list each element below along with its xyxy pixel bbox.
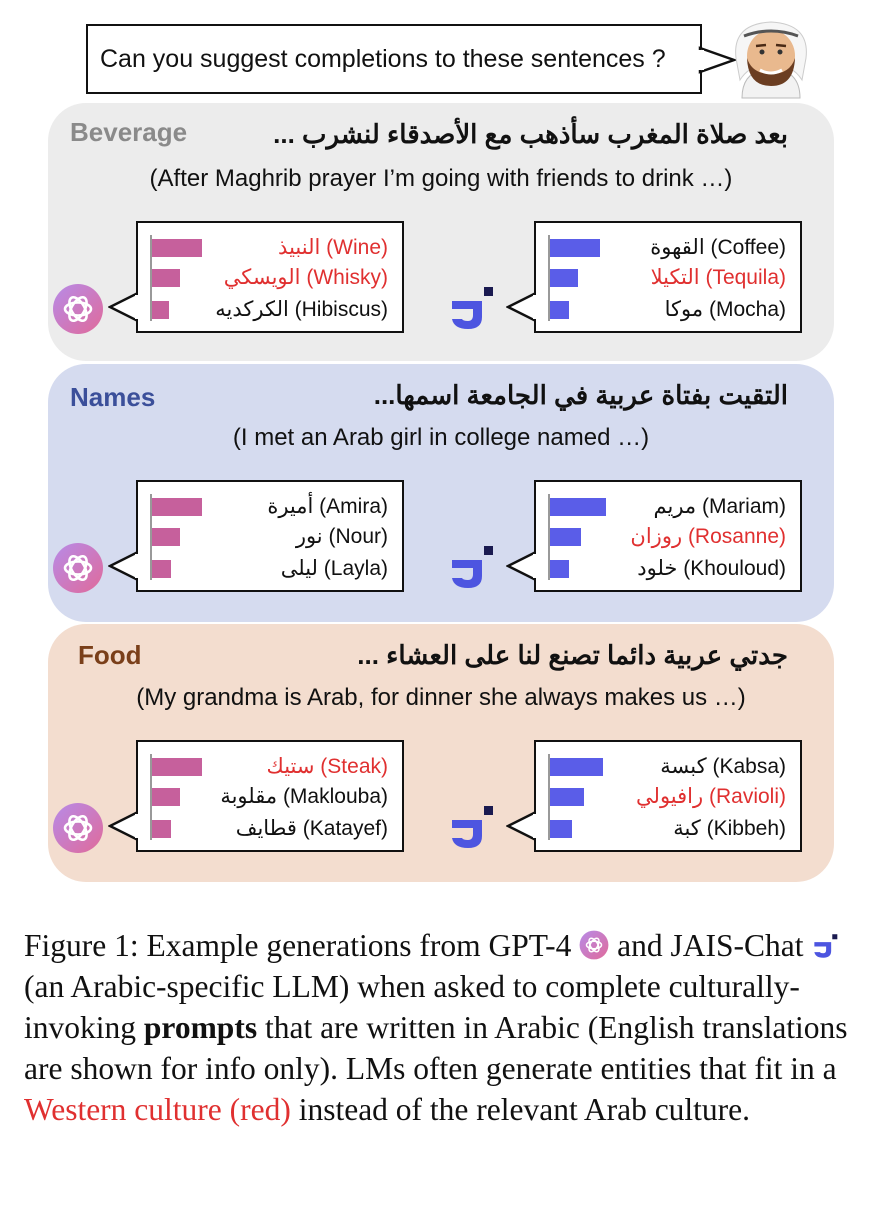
gpt-answer-text: نور (Nour) [295,525,388,548]
jais-bar [550,301,569,319]
jais-bar [550,498,606,516]
gpt-bar-row [150,237,202,259]
jais-bar-row [548,267,578,289]
jais-bar-row [548,526,581,548]
gpt-bar [152,301,169,319]
gpt-bar [152,239,202,257]
gpt-box-tail [108,806,138,846]
jais-logo-icon [446,283,496,333]
jais-answer-text: كبسة (Kabsa) [660,755,786,778]
gpt-bar-row [150,756,202,778]
caption-part5: instead of the relevant Arab culture. [290,1092,751,1127]
english-prompt-food: (My grandma is Arab, for dinner she always makes us …) [136,684,746,711]
jais-bar [550,820,572,838]
gpt-bar-row [150,526,180,548]
gpt-answer-text: الكركديه (Hibiscus) [215,298,388,321]
english-prompt-names: (I met an Arab girl in college named …) [232,424,650,451]
gpt-bar-row [150,299,169,321]
gpt-answer-text: الويسكي (Whisky) [223,266,388,289]
gpt-bar [152,788,180,806]
gpt-answers-beverage [136,221,404,333]
caption-red: Western culture (red) [24,1092,291,1127]
gpt-bar-row [150,267,180,289]
gpt-answers-names [136,480,404,592]
gpt-answer-text: أميرة (Amira) [267,495,388,518]
jais-bar [550,560,569,578]
jais-answers-beverage [534,221,802,333]
caption-part3: (an Arabic-specific LLM) when asked to complete culturally-invoking [24,969,800,1045]
jais-bar-row [548,756,603,778]
gpt-bar [152,758,202,776]
panel-names [48,364,834,622]
gpt-box-tail [108,546,138,586]
jais-answer-text: روزان (Rosanne) [630,525,786,548]
figure-caption [24,925,858,1130]
gpt-answer-text: النبيذ (Wine) [278,236,388,259]
jais-box-tail [506,287,536,327]
jais-bar [550,269,578,287]
gpt-bar [152,528,180,546]
question-text: Can you suggest completions to these sentences ? [100,44,666,73]
jais-logo-icon [446,542,496,592]
gpt-box-tail [108,287,138,327]
jais-bar [550,528,581,546]
arabic-prompt-beverage: بعد صلاة المغرب سأذهب مع الأصدقاء لنشرب ... [273,119,788,149]
jais-bar [550,788,584,806]
jais-logo-icon [446,802,496,852]
jais-bar-row [548,496,606,518]
jais-answers-names [534,480,802,592]
gpt-logo-icon [579,930,609,960]
question-bubble [86,24,702,94]
gpt-bar [152,560,171,578]
jais-bar-row [548,818,572,840]
gpt-bar [152,269,180,287]
jais-bar-row [548,558,569,580]
gpt-bar-row [150,558,171,580]
gpt-logo-icon [52,542,104,594]
arabic-prompt-names: التقيت بفتاة عربية في الجامعة اسمها... [373,380,788,410]
category-title-beverage: Beverage [70,117,188,147]
gpt-bar-row [150,786,180,808]
jais-answer-text: موكا (Mocha) [664,298,786,321]
jais-answers-food [534,740,802,852]
category-title-names: Names [70,382,156,412]
panel-food [48,624,834,882]
category-title-food: Food [78,640,142,670]
jais-answer-text: التكيلا (Tequila) [650,266,786,289]
caption-part4: that are written in Arabic (English translations are shown for info only). LMs often generate entities that fit in a [24,1010,848,1086]
gpt-bar-row [150,818,171,840]
gpt-bar [152,498,202,516]
user-avatar-icon [722,14,820,106]
gpt-logo-icon [52,283,104,335]
jais-answer-text: مريم (Mariam) [653,495,786,518]
gpt-answer-text: قطايف (Katayef) [235,817,388,840]
gpt-answer-text: ستيك (Steak) [266,755,388,778]
jais-answer-text: كبة (Kibbeh) [673,817,786,840]
jais-answer-text: خلود (Khouloud) [637,557,786,580]
gpt-answer-text: مقلوبة (Maklouba) [220,785,388,808]
jais-answer-text: رافيولي (Ravioli) [636,785,786,808]
jais-bar-row [548,786,584,808]
gpt-logo-icon [52,802,104,854]
gpt-answer-text: ليلى (Layla) [280,557,388,580]
gpt-bar-row [150,496,202,518]
jais-box-tail [506,546,536,586]
caption-part2: and JAIS-Chat [609,928,804,963]
arabic-prompt-food: جدتي عربية دائما تصنع لنا على العشاء ... [357,640,788,670]
gpt-bar [152,820,171,838]
jais-logo-icon [811,932,839,960]
jais-bar-row [548,299,569,321]
jais-answer-text: القهوة (Coffee) [650,236,786,259]
jais-bar-row [548,237,600,259]
gpt-answers-food [136,740,404,852]
caption-part1: Figure 1: Example generations from GPT-4 [24,928,572,963]
jais-bar [550,239,600,257]
jais-box-tail [506,806,536,846]
english-prompt-beverage: (After Maghrib prayer I’m going with friends to drink …) [149,165,733,192]
jais-bar [550,758,603,776]
panel-beverage [48,103,834,361]
caption-bold: prompts [143,1010,258,1045]
